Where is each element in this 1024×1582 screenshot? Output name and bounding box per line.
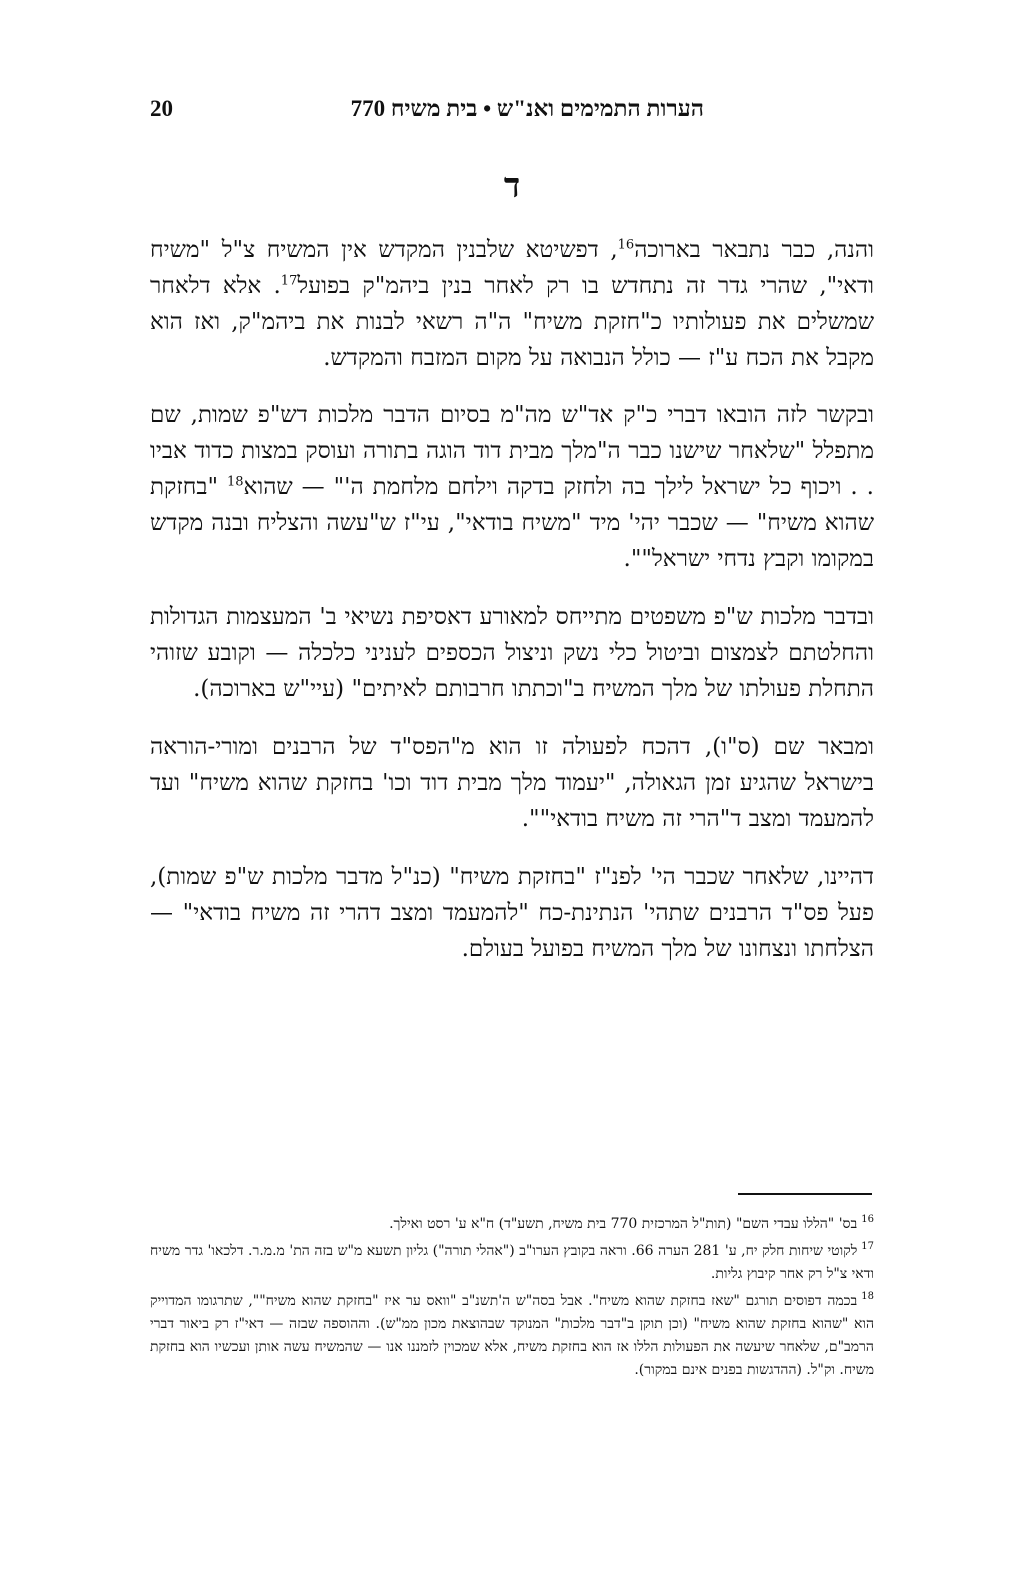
footnote (150, 1213, 874, 1236)
footnotes (150, 1213, 874, 1386)
paragraph-text: "בחזקת שהוא משיח" — שכבר יהי' מיד "משיח בודאי", עי"ז ש"עשה והצליח ובנה מקדש במקומו וקבץ נדחי ישראל"". (150, 474, 874, 572)
footnote-number: 17 (861, 1241, 874, 1253)
paragraph-text: ובקשר לזה הובאו דברי כ"ק אד"ש מה"מ בסיום הדבר מלכות דש"פ שמות, שם מתפלל "שלאחר שישנו כבר ה"מלך מבית דוד הוגה בתורה ועוסק במצות כדוד אביו . . ויכוף כל ישראל לילך בה ולחזק בדקה וילחם מלחמת ה'" — שהוא (150, 402, 874, 500)
paragraph: ומבאר שם (ס"ו), דהכח לפעולה זו הוא מ"הפס"ד של הרבנים ומורי-הוראה בישראל שהגיע זמן הגאולה, "יעמוד מלך מבית דוד וכו' בחזקת שהוא משיח" ועד להמעמד ומצב ד"הרי זה משיח בודאי"". (150, 734, 874, 832)
running-title: הערות התמימים ואנ"ש • בית משיח 770 (350, 96, 704, 121)
footnote-text: בכמה דפוסים תורגם "שאז בחזקת שהוא משיח". אבל בסה"ש ה'תשנ"ב "וואס ער איז "בחזקת שהוא משיח"", שתרגומו המדוייק הוא "שהוא בחזקת שהוא משיח" (וכן תוקן ב"דבר מלכות" המנוקד שבהוצאת מכון ממ"ש). וההוספה שבזה — דאי"ז רק ביאור דברי הרמב"ם, שלאחר שיעשה את הפעולות הללו אז הוא בחזקת משיח, אלא שמכוין לזמננו אנו — שהמשיח עשה אותן ועכשיו הוא בחזקת משיח. וק"ל. (ההדגשות בפנים אינם במקור). (150, 1293, 874, 1378)
footnote-text: בס' "הללו עבדי השם" (תות"ל המרכזית 770 בית משיח, תשע"ד) ח"א ע' רסט ואילך. (389, 1216, 858, 1232)
body-text (150, 232, 874, 989)
section-heading: ד (503, 168, 521, 205)
page-header (150, 96, 874, 130)
footnote (150, 1240, 874, 1286)
footnote-text: לקוטי שיחות חלק יח, ע' 281 הערה 66. וראה בקובץ הערו"ב ("אהלי תורה") גליון תשעא מ"ש בזה הת' מ.מ.ר. דלכאו' גדר משיח ודאי צ"ל רק אחר קיבוץ גליות. (150, 1243, 874, 1282)
footnote-ref[interactable]: 17 (280, 273, 298, 289)
page-number: 20 (150, 96, 173, 121)
footnote-number: 16 (861, 1214, 874, 1226)
paragraph: ובדבר מלכות ש"פ משפטים מתייחס למאורע דאסיפת נשיאי ב' המעצמות הגדולות והחלטתם לצמצום וביטול כלי נשק וניצול הכספים לעניני כלכלה — וקובע שזוהי התחלת פעולתו של מלך המשיח ב"וכתתו חרבותם לאיתים" (עיי"ש בארוכה). (150, 604, 874, 702)
footnote-ref[interactable]: 18 (226, 474, 244, 490)
footnote (150, 1290, 874, 1382)
paragraph (150, 397, 874, 577)
footnote-ref[interactable]: 16 (617, 237, 635, 253)
paragraph-text: , דפשיטא שלבנין המקדש אין המשיח צ"ל "משיח ודאי", שהרי גדר זה נתחדש בו רק לאחר בנין ביהמ"ק בפועל (150, 237, 874, 299)
paragraph: דהיינו, שלאחר שכבר הי' לפנ"ז "בחזקת משיח" (כנ"ל מדבר מלכות ש"פ שמות), פעל פס"ד הרבנים שתהי' הנתינת-כח "להמעמד ומצב דהרי זה משיח בודאי" — הצלחתו ונצחונו של מלך המשיח בפועל בעולם. (150, 864, 874, 962)
paragraph (150, 232, 874, 376)
paragraph-text: והנה, כבר נתבאר בארוכה (634, 237, 874, 263)
footnote-separator (738, 1193, 872, 1195)
paragraph-text: . אלא דלאחר שמשלים את פעולותיו כ"חזקת משיח" ה"ה רשאי לבנות את ביהמ"ק, ואז הוא מקבל את הכח ע"ז — כולל הנבואה על מקום המזבח והמקדש. (150, 273, 874, 371)
footnote-number: 18 (861, 1291, 874, 1303)
